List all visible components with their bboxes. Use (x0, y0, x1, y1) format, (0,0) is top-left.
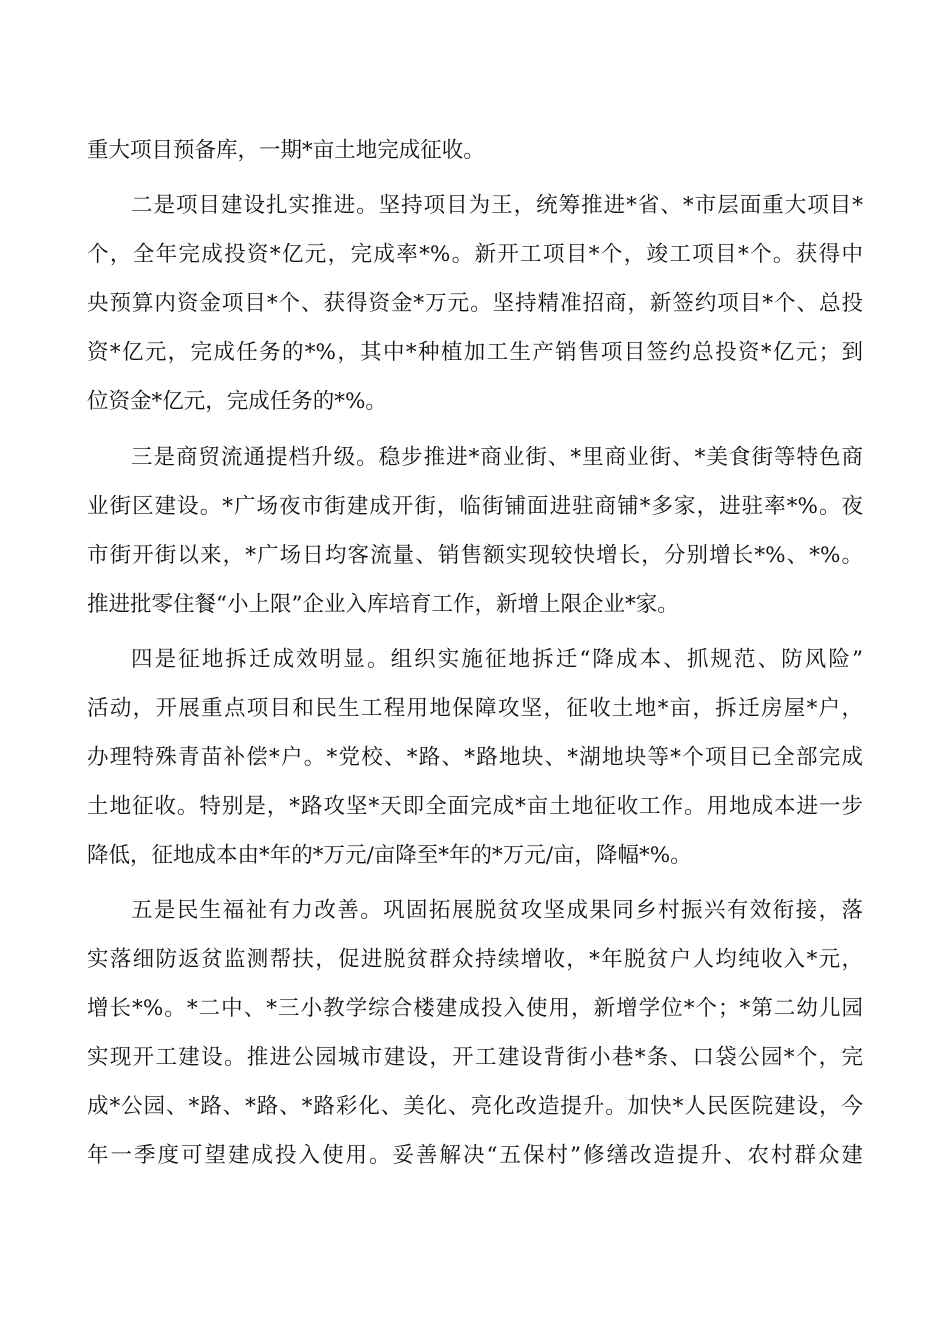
text-line: 成*公园、*路、*路、*路彩化、美化、亮化改造提升。加快*人民医院建设，今 (87, 1094, 863, 1119)
text-line: 五是民生福祉有力改善。巩固拓展脱贫攻坚成果同乡村振兴有效衔接，落 (131, 898, 863, 923)
text-line: 年一季度可望建成投入使用。妥善解决“五保村”修缮改造提升、农村群众建 (87, 1143, 863, 1168)
text-line: 市街开街以来，*广场日均客流量、销售额实现较快增长，分别增长*%、*%。 (87, 543, 863, 568)
text-line: 实现开工建设。推进公园城市建设，开工建设背街小巷*条、口袋公园*个，完 (87, 1045, 863, 1070)
text-line: 增长*%。*二中、*三小教学综合楼建成投入使用，新增学位*个；*第二幼儿园 (87, 996, 863, 1021)
text-line: 四是征地拆迁成效明显。组织实施征地拆迁“降成本、抓规范、防风险” (131, 647, 863, 672)
text-line: 二是项目建设扎实推进。坚持项目为王，统筹推进*省、*市层面重大项目* (131, 193, 863, 218)
text-line: 个，全年完成投资*亿元，完成率*%。新开工项目*个，竣工项目*个。获得中 (87, 242, 863, 267)
text-line: 三是商贸流通提档升级。稳步推进*商业街、*里商业街、*美食街等特色商 (131, 445, 863, 470)
text-line: 重大项目预备库，一期*亩土地完成征收。 (87, 138, 485, 163)
text-line: 土地征收。特别是，*路攻坚*天即全面完成*亩土地征收工作。用地成本进一步 (87, 794, 863, 819)
text-line: 推进批零住餐“小上限”企业入库培育工作，新增上限企业*家。 (87, 592, 679, 617)
text-line: 央预算内资金项目*个、获得资金*万元。坚持精准招商，新签约项目*个、总投 (87, 291, 863, 316)
text-line: 办理特殊青苗补偿*户。*党校、*路、*路地块、*湖地块等*个项目已全部完成 (87, 745, 863, 770)
text-line: 降低，征地成本由*年的*万元/亩降至*年的*万元/亩，降幅*%。 (87, 843, 692, 868)
text-line: 活动，开展重点项目和民生工程用地保障攻坚，征收土地*亩，拆迁房屋*户， (87, 696, 863, 721)
text-line: 资*亿元，完成任务的*%，其中*种植加工生产销售项目签约总投资*亿元；到 (87, 340, 863, 365)
text-line: 业街区建设。*广场夜市街建成开街，临街铺面进驻商铺*多家，进驻率*%。夜 (87, 494, 863, 519)
text-line: 位资金*亿元，完成任务的*%。 (87, 389, 387, 414)
text-line: 实落细防返贫监测帮扶，促进脱贫群众持续增收，*年脱贫户人均纯收入*元， (87, 947, 863, 972)
